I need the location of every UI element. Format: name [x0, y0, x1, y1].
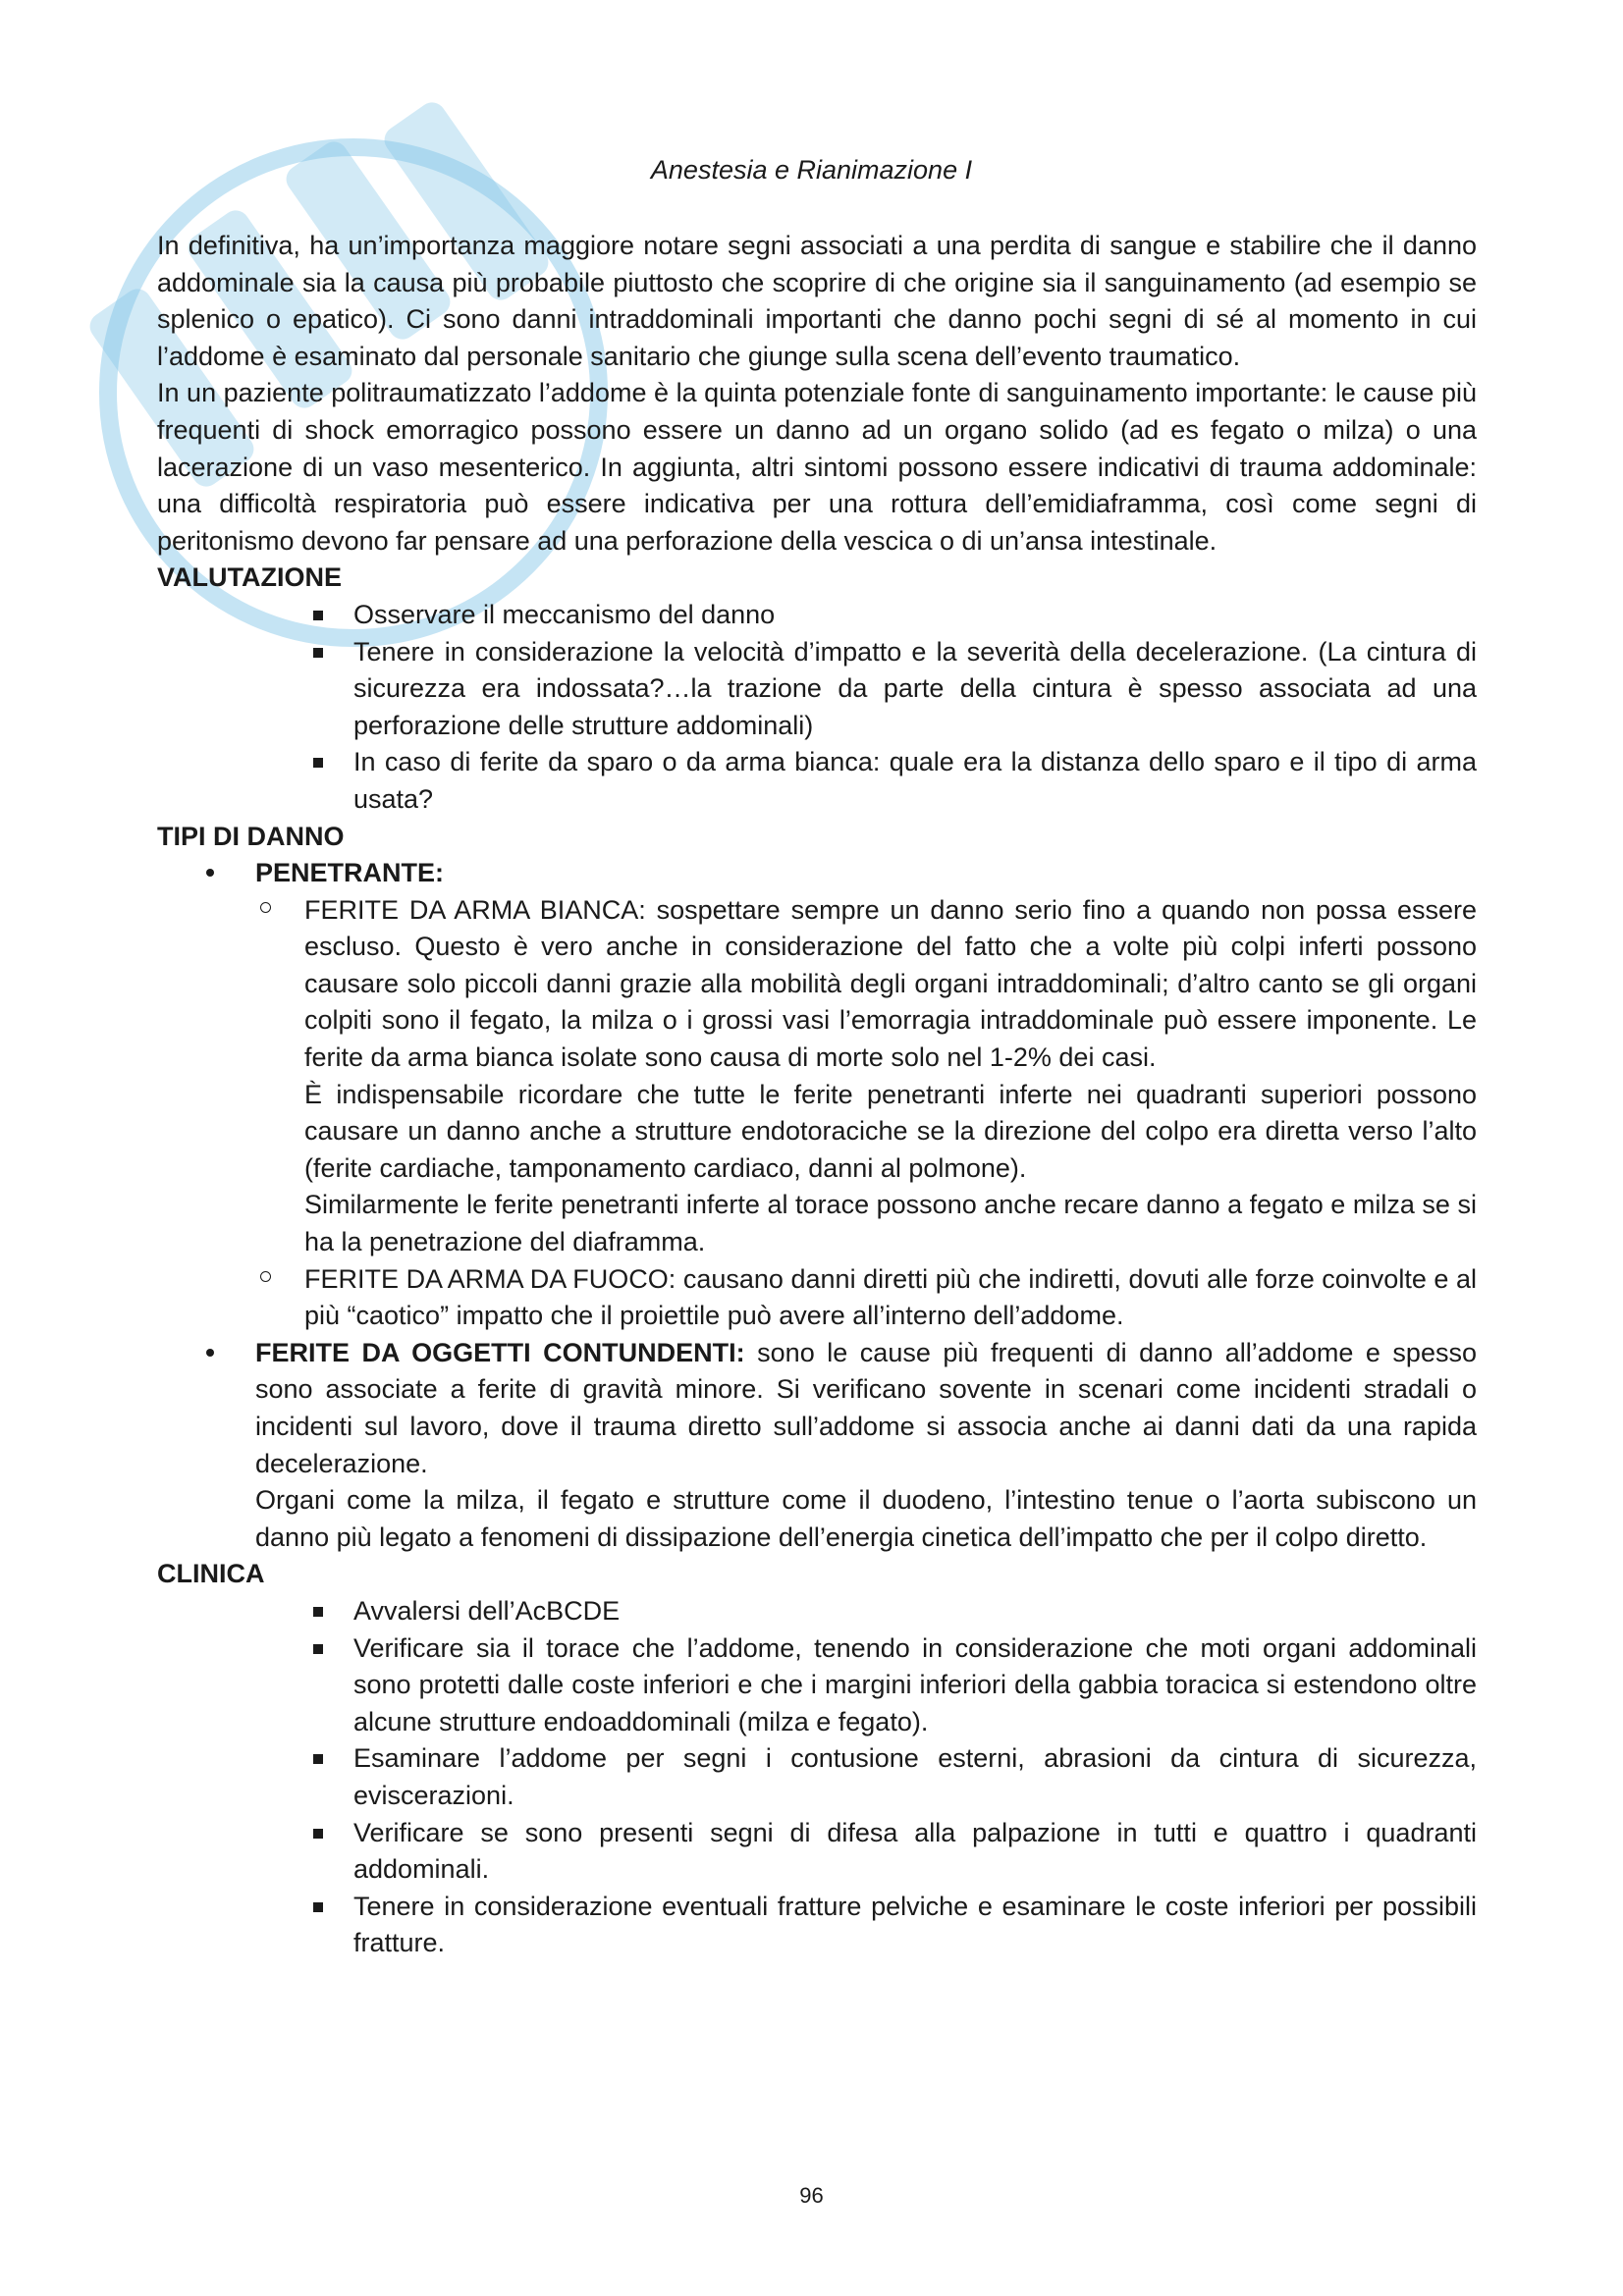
penetrante-label: PENETRANTE: — [255, 858, 445, 888]
list-item-arma-bianca — [304, 892, 1477, 1261]
list-item: Avvalersi dell’AcBCDE — [353, 1593, 1477, 1630]
contundenti-text: sono le cause più frequenti di danno all’addome e spesso sono associate a ferite di gravità minore. Si verificano sovente in scenari come incidenti stradali o incidenti sul lavoro, dove il trauma diretto sull’addome si associa anche ai danni dati da una rapida decelerazione. — [255, 1337, 1477, 1478]
list-item: Verificare sia il torace che l’addome, tenendo in considerazione che moti organi addominali sono protetti dalle coste inferiori e che i margini inferiori della gabbia toracica si estendono oltre alcune strutture endoaddominali (milza e fegato). — [353, 1630, 1477, 1741]
section-heading-valutazione: VALUTAZIONE — [157, 562, 342, 593]
circle-bullet-icon — [260, 1271, 271, 1282]
page-number: 96 — [799, 2183, 824, 2208]
contundenti-label: FERITE DA OGGETTI CONTUNDENTI: — [255, 1337, 745, 1367]
intro-paragraph-2: In un paziente politraumatizzato l’addome è la quinta potenziale fonte di sanguinamento importante: le cause più frequenti di shock emorragico possono essere un danno ad un organo solido (ad es fegato o milza) o una lacerazione di un vaso mesenterico. In aggiunta, altri sintomi possono essere indicativi di trauma addominale: una difficoltà respiratoria può essere indicativa per una rottura dell’emidiaframma, così come segni di peritonismo devono far pensare ad una perforazione della vescica o di un’ansa intestinale. — [157, 378, 1477, 556]
circle-bullet-icon — [260, 902, 271, 913]
list-item: In caso di ferite da sparo o da arma bianca: quale era la distanza dello sparo e il tipo di arma usata? — [353, 744, 1477, 818]
arma-bianca-paragraph-2: È indispensabile ricordare che tutte le ferite penetranti inferte nei quadranti superiori possono causare un danno anche a strutture endotoraciche se la direzione del colpo era diretta verso l’alto (ferite cardiache, tamponamento cardiaco, danni al polmone). — [304, 1079, 1477, 1183]
list-item-contundenti — [255, 1335, 1477, 1557]
arma-da-fuoco-paragraph: FERITE DA ARMA DA FUOCO: causano danni diretti più che indiretti, dovuti alle forze coinvolte e al più “caotico” impatto che il proiettile può avere all’interno dell’addome. — [304, 1263, 1477, 1331]
list-item: Esaminare l’addome per segni i contusione esterni, abrasioni da cintura di sicurezza, eviscerazioni. — [353, 1740, 1477, 1814]
contundenti-paragraph-1 — [255, 1335, 1477, 1482]
list-item-penetrante — [255, 855, 1477, 1335]
page-header-title: Anestesia e Rianimazione I — [650, 155, 973, 185]
contundenti-paragraph-2: Organi come la milza, il fegato e strutture come il duodeno, l’intestino tenue o l’aorta subiscono un danno più legato a fenomeni di dissipazione dell’energia cinetica dell’impatto che per il colpo diretto. — [255, 1485, 1477, 1552]
valutazione-list — [157, 597, 1477, 819]
intro-paragraph-1: In definitiva, ha un’importanza maggiore notare segni associati a una perdita di sangue e stabilire che il danno addominale sia la causa più probabile piuttosto che scoprire di che origine sia il sanguinamento (ad esempio se splenico o epatico). Ci sono danni intraddominali importanti che danno pochi segni di sé al momento in cui l’addome è esaminato dal personale sanitario che giunge sulla scena dell’evento traumatico. — [157, 231, 1477, 371]
arma-bianca-paragraph-1: FERITE DA ARMA BIANCA: sospettare sempre un danno serio fino a quando non possa essere escluso. Questo è vero anche in considerazione del fatto che a volte più colpi inferti possono causare solo piccoli danni grazie alla mobilità degli organi intraddominali; d’altro canto se gli organi colpiti sono il fegato, la milza o i grossi vasi l’emorragia intraddominale può essere imponente. Le ferite da arma bianca isolate sono causa di morte solo nel 1-2% dei casi. — [304, 894, 1477, 1073]
section-heading-clinica: CLINICA — [157, 1559, 265, 1589]
bullet-icon — [206, 869, 214, 877]
tipi-di-danno-list — [157, 855, 1477, 1556]
section-heading-tipi-di-danno: TIPI DI DANNO — [157, 821, 345, 851]
document-body — [157, 228, 1477, 1962]
list-item: Osservare il meccanismo del danno — [353, 597, 1477, 634]
list-item: Verificare se sono presenti segni di difesa alla palpazione in tutti e quattro i quadranti addominali. — [353, 1815, 1477, 1889]
clinica-list — [157, 1593, 1477, 1962]
bullet-icon — [206, 1349, 214, 1357]
arma-bianca-paragraph-3: Similarmente le ferite penetranti inferte al torace possono anche recare danno a fegato e milza se si ha la penetrazione del diaframma. — [304, 1190, 1477, 1257]
list-item: Tenere in considerazione eventuali fratture pelviche e esaminare le coste inferiori per possibili fratture. — [353, 1889, 1477, 1962]
list-item: Tenere in considerazione la velocità d’impatto e la severità della decelerazione. (La cintura di sicurezza era indossata?…la trazione da parte della cintura è spesso associata ad una perforazione delle strutture addominali) — [353, 634, 1477, 745]
list-item-arma-da-fuoco — [304, 1261, 1477, 1335]
penetrante-sublist — [255, 892, 1477, 1335]
